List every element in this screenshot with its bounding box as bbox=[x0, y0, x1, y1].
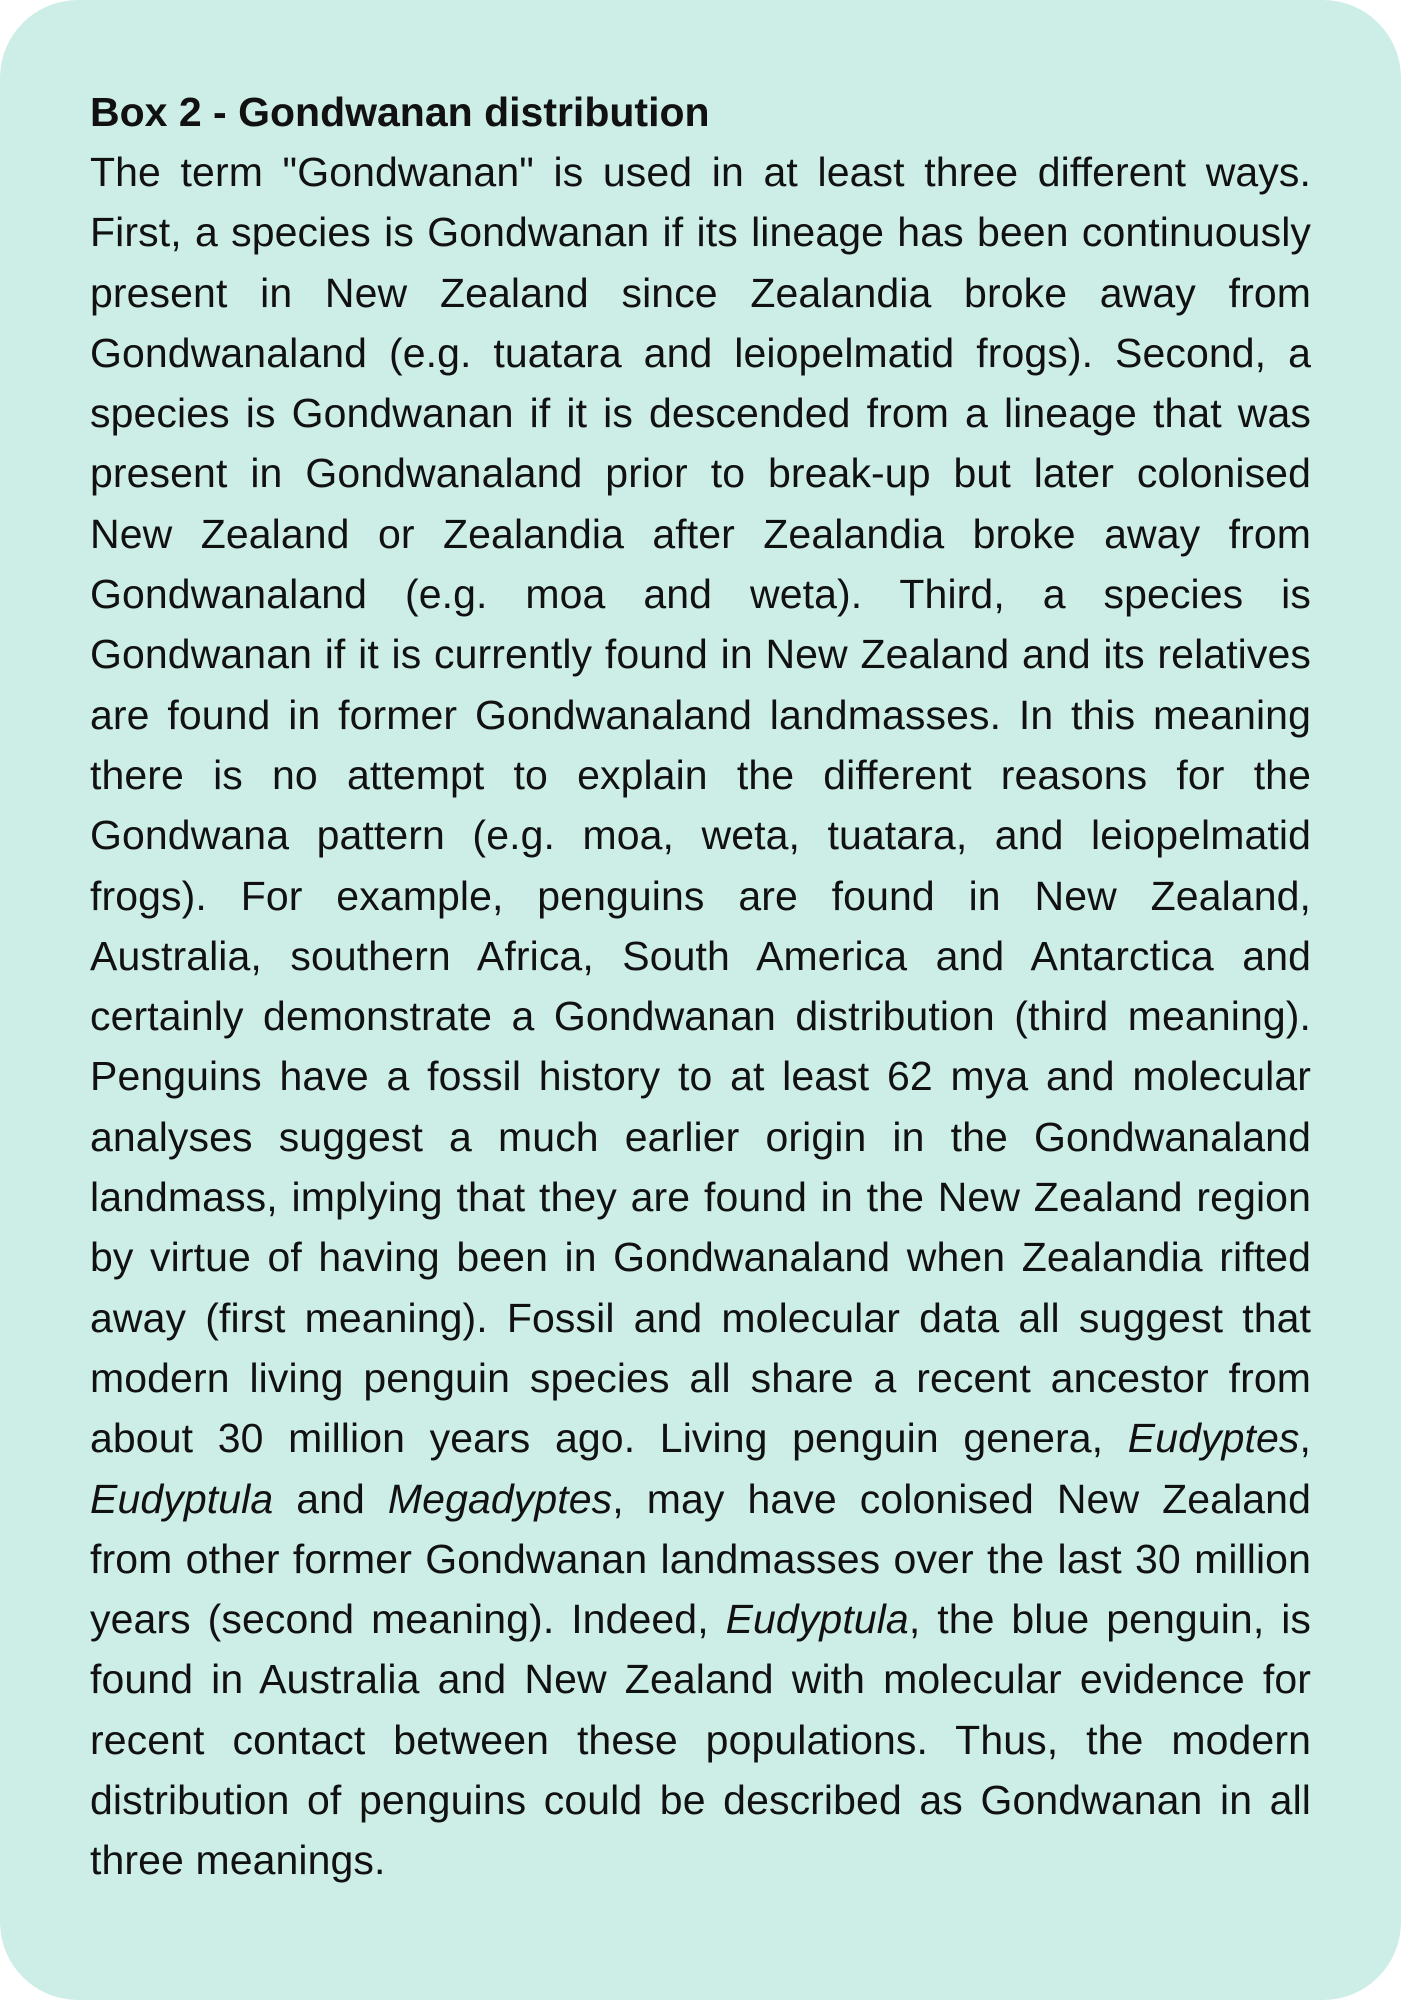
body-text: , the blue penguin, is found in Australia and New Zealand with molecular evidence for recent contact between these populations. Thus, the modern distribution of penguins could be described as Gondwanan in all three meanings. bbox=[90, 1596, 1312, 1884]
body-text: The term "Gondwanan" is used in at least three different ways. First, a species is Gondwanan if its lineage has been continuously present in New Zealand since Zealandia broke away from Gondwanaland (e.g. tuatara and leiopelmatid frogs). Second, a species is Gondwanan if it is descended from a lineage that was present in Gondwanaland prior to break-up but later colonised New Zealand or Zealandia after Zealandia broke away from Gondwanaland (e.g. moa and weta). Third, a species is Gondwanan if it is currently found in New Zealand and its relatives are found in former Gondwanaland landmasses. In this meaning there is no attempt to explain the different reasons for the Gondwana pattern (e.g. moa, weta, tuatara, and leiopelmatid frogs). For example, penguins are found in New Zealand, Australia, southern Africa, South America and Antarctica and certainly demonstrate a Gondwanan distribution (third meaning). Penguins have a fossil history to at least 62 mya and molecular analyses suggest a much earlier origin in the Gondwanaland landmass, implying that they are found in the New Zealand region by virtue of having been in Gondwanaland when Zealandia rifted away (first meaning). Fossil and molecular data all suggest that modern living penguin species all share a recent ancestor from about 30 million years ago. Living penguin genera, bbox=[90, 149, 1311, 1462]
genus-eudyptes: Eudyptes bbox=[1127, 1415, 1300, 1462]
box-title: Box 2 - Gondwanan distribution bbox=[90, 89, 710, 135]
box-body bbox=[90, 142, 1311, 1891]
body-text: , may have colonised New Zealand from other former Gondwanan landmasses over the last 30 million years (second meaning). Indeed, bbox=[90, 1475, 1311, 1643]
genus-eudyptula: Eudyptula bbox=[725, 1596, 909, 1643]
body-text: and bbox=[273, 1475, 388, 1522]
genus-eudyptula: Eudyptula bbox=[90, 1475, 274, 1522]
genus-megadyptes: Megadyptes bbox=[387, 1475, 613, 1522]
body-text: , bbox=[1299, 1415, 1311, 1462]
